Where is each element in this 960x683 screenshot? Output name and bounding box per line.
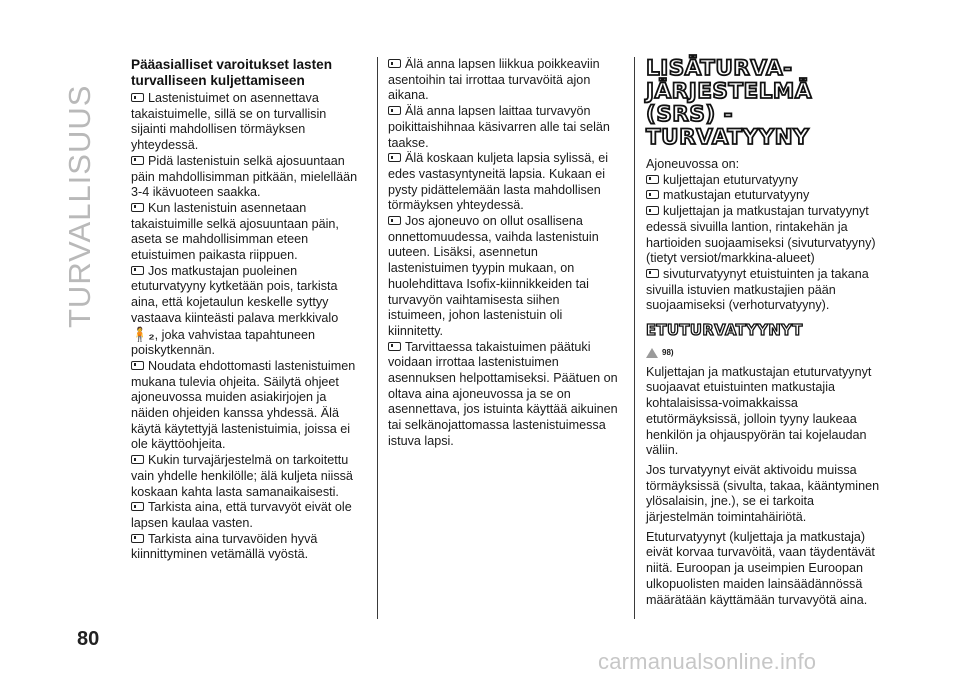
warning-bullet-icon <box>388 216 401 225</box>
warning-bullet-icon <box>131 534 144 543</box>
warning-bullet-icon <box>131 93 144 102</box>
intro-text: Ajoneuvossa on: <box>646 157 740 171</box>
body-paragraph: Jos turvatyynyt eivät aktivoidu muissa törmäyksissä (sivulta, takaa, kääntyminen ylösalaisin, jne.), se ei tarkoita järjestelmän toimintahäiriötä. <box>646 462 880 525</box>
column-3 <box>646 57 881 608</box>
warning-bullet-icon <box>131 203 144 212</box>
warning-bullet-icon <box>131 266 144 275</box>
column-divider-2 <box>634 57 635 619</box>
bullet-icon <box>646 190 659 199</box>
warning-item: Noudata ehdottomasti lastenistuimen mukana tulevia ohjeita. Säilytä ohjeet ajoneuvossa muiden asiakirjojen ja näiden ohjeiden kanssa yhdessä. Älä käytä käytettyjä lastenistuimia, joissa ei ole käyttöohjeita. <box>131 358 356 452</box>
column-2 <box>388 57 620 450</box>
warning-item: Tarkista aina, että turvavyöt eivät ole lapsen kaulaa vasten. <box>131 500 352 530</box>
warning-item: Pidä lastenistuin selkä ajosuuntaan päin mahdollisimman pitkään, mielellään 3-4 ikävuoteen saakka. <box>131 153 358 200</box>
warning-bullet-icon <box>131 156 144 165</box>
warning-item: Tarvittaessa takaistuimen päätuki voidaan irrottaa lastenistuimen asennuksen helpottamiseksi. Päätuen on oltava aina ajoneuvossa ja se on asennettava, jos istuinta käyttää aikuinen tai selkänojattomassa lastenistuimessa istuva lapsi. <box>388 339 618 448</box>
watermark: carmanualsonline.info <box>598 649 817 674</box>
front-airbags-heading: ETUTURVATYYNYT <box>646 322 803 340</box>
warning-item: Jos matkustajan puoleinen etuturvatyyny kytketään pois, tarkista aina, että kojetaulun keskelle syttyy vastaava kiinteästi palava merkkivalo 🧍₂, joka vahvistaa tapahtuneen poiskytkennän. <box>131 263 339 358</box>
warning-item: Tarkista aina turvavöiden hyvä kiinnittyminen vetämällä vyöstä. <box>131 531 318 562</box>
list-item: sivuturvatyynyt etuistuinten ja takana sivuilla istuvien matkustajien pään suojaamiseksi (verhoturvatyyny). <box>646 266 869 313</box>
warning-bullet-icon <box>131 455 144 464</box>
srs-section-title: LISÄTURVA-JÄRJESTELMÄ (SRS) - TURVATYYNY <box>646 56 812 150</box>
warning-item: Kun lastenistuin asennetaan takaistuimille selkä ajosuuntaan päin, aseta se mahdollisimman eteen etuistuimen paikasta riippuen. <box>131 200 339 263</box>
bullet-icon <box>646 269 659 278</box>
warning-item: Kukin turvajärjestelmä on tarkoitettu vain yhdelle henkilölle; älä kuljeta niissä koskaan kahta lasta samanaikaisesti. <box>131 453 353 499</box>
child-safety-heading: Pääasialliset varoitukset lasten turvalliseen kuljettamiseen <box>131 57 332 88</box>
column-divider-1 <box>377 57 378 619</box>
warning-bullet-icon <box>388 153 401 162</box>
warning-bullet-icon <box>131 502 144 511</box>
column-1 <box>131 57 361 563</box>
warning-triangle-icon <box>646 348 658 358</box>
warning-item: Älä anna lapsen laittaa turvavyön poikittaishihnaa käsivarren alle tai selän taakse. <box>388 104 610 150</box>
page-number: 80 <box>77 628 100 650</box>
body-paragraph: Kuljettajan ja matkustajan etuturvatyynyt suojaavat etuistuinten matkustajia kohtalaisissa-voimakkaissa etutörmäyksissä, jolloin tyyny laukeaa henkilön ja ohjauspyörän tai kojelaudan väliin. <box>646 364 872 458</box>
warning-bullet-icon <box>388 59 401 68</box>
bullet-icon <box>646 175 659 184</box>
warning-item: Älä koskaan kuljeta lapsia sylissä, ei edes vastasyntyneitä lapsia. Kukaan ei pysty pidättelemään lasta mahdollisen törmäyksen yhteydessä. <box>388 151 609 213</box>
warning-bullet-icon <box>388 342 401 351</box>
warning-bullet-icon <box>388 106 401 115</box>
warning-bullet-icon <box>131 361 144 370</box>
passenger-airbag-off-icon: 🧍₂ <box>131 325 155 342</box>
warning-reference: 98) <box>646 345 881 361</box>
bullet-icon <box>646 206 659 215</box>
chapter-side-title: TURVALLISUUS <box>62 84 97 328</box>
warning-item: Jos ajoneuvo on ollut osallisena onnettomuudessa, vaihda lastenistuin uuteen. Lisäksi, asennetun lastenistuimen tyypin mukaan, on huolehdittava Isofix-kiinnikkeiden tai turvavyön vaihtamisesta siihen istuimeen, johon lastenistuin oli kiinnitetty. <box>388 214 599 338</box>
warning-item: Älä anna lapsen liikkua poikkeaviin asentoihin tai irrottaa turvavöitä ajon aikana. <box>388 57 600 103</box>
body-paragraph: Etuturvatyynyt (kuljettaja ja matkustaja) eivät korvaa turvavöitä, vaan täydentävät niitä. Euroopan ja useimpien Euroopan ulkopuolisten maiden lainsäädännössä määrätään käyttämään turvavyötä aina. <box>646 529 875 607</box>
list-item: kuljettajan etuturvatyyny <box>646 173 881 189</box>
list-item: kuljettajan ja matkustajan turvatyynyt edessä sivuilla lantion, rintakehän ja hartioiden suojaamiseksi (sivuturvatyyny) (tietyt versiot/markkina-alueet) <box>646 204 876 266</box>
list-item: matkustajan etuturvatyyny <box>646 188 881 204</box>
warning-item: Lastenistuimet on asennettava takaistuimelle, sillä se on turvallisin sijainti mahdollisen törmäyksen yhteydessä. <box>131 91 327 153</box>
